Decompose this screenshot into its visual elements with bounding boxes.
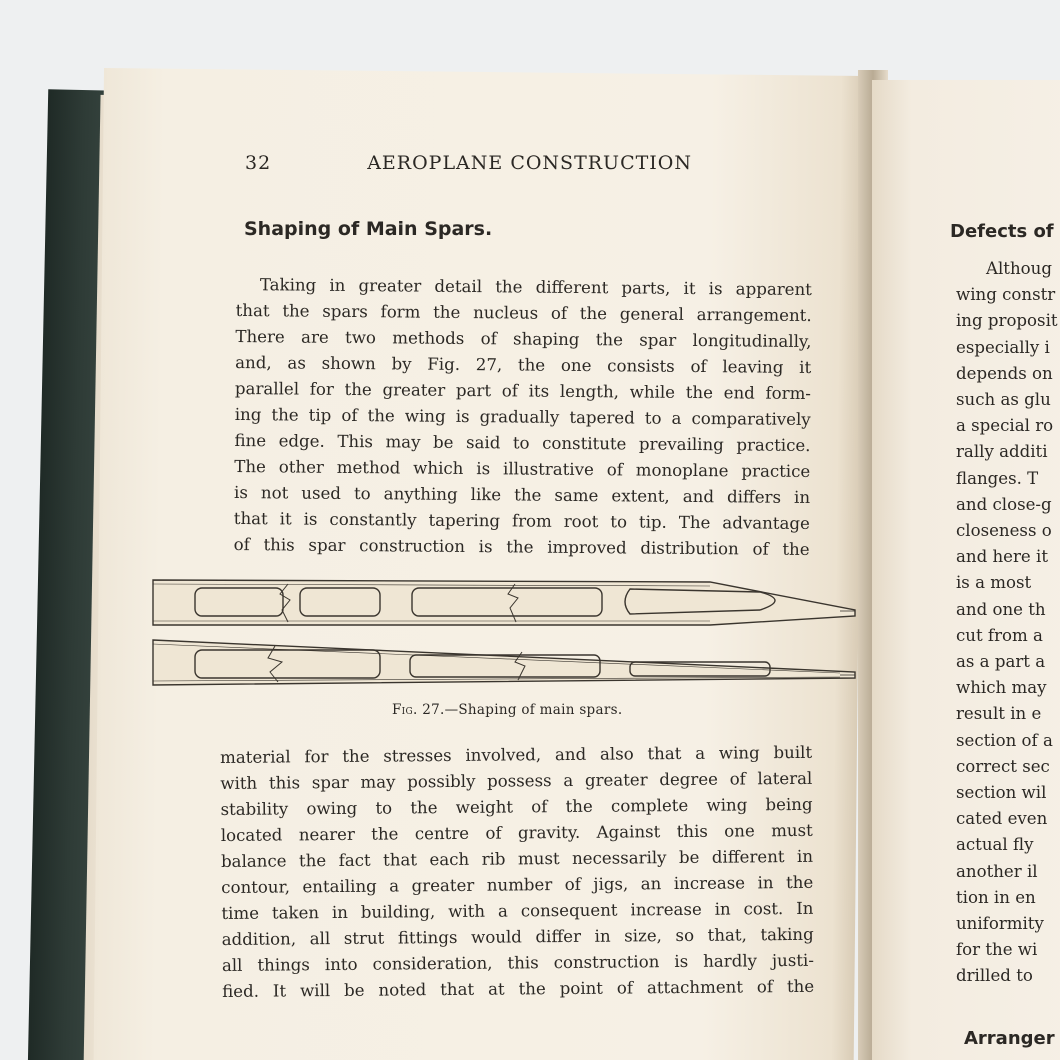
text-line: flanges. T [956, 468, 1039, 488]
text-line: a special ro [956, 416, 1054, 436]
text-line: all things into consideration, this construction is hardly justi- [221, 950, 814, 975]
text-line: contour, entailing a greater number of jigs, an increase in the [221, 872, 814, 897]
text-line: which may [956, 678, 1047, 698]
right-page-heading-bottom: Arranger [964, 1028, 1055, 1049]
text-line: ing the tip of the wing is gradually tapered to a comparatively [234, 404, 811, 430]
right-page-heading: Defects of [950, 221, 1054, 242]
text-line: and one th [956, 599, 1046, 619]
text-line: of this spar construction is the improved distribution of the [233, 534, 810, 560]
text-line: such as glu [956, 390, 1051, 410]
text-line: cated even [956, 809, 1048, 829]
text-line: section wil [956, 783, 1047, 803]
text-line: that it is constantly tapering from root to tip. The advantage [233, 508, 810, 534]
text-line: uniformity [956, 914, 1044, 934]
text-line: addition, all strut fittings would differ in size, so that, taking [221, 924, 814, 949]
figure-caption-text: —Shaping of main spars. [444, 702, 623, 718]
text-line: Taking in greater detail the different parts, it is apparent [259, 275, 812, 300]
text-line: especially i [956, 337, 1050, 357]
running-head [245, 152, 765, 174]
text-line: and here it [956, 547, 1048, 567]
text-line: with this spar may possibly possess a greater degree of lateral [220, 768, 813, 793]
text-line: ing proposit [956, 311, 1058, 331]
right-page-text [956, 256, 1058, 990]
text-line: Althoug [986, 259, 1052, 278]
text-line: material for the stresses involved, and also that a wing built [220, 742, 813, 767]
text-line: another il [956, 861, 1038, 881]
text-line: as a part a [956, 652, 1046, 672]
figure-caption-label: Fig. 27. [392, 702, 445, 718]
text-line: fied. It will be noted that at the point of attachment of the [222, 976, 815, 1001]
text-line: is not used to anything like the same extent, and differs in [233, 482, 811, 508]
spar-tapered-drawing [153, 640, 855, 685]
spar-figure [150, 570, 860, 690]
text-line: and, as shown by Fig. 27, the one consists of leaving it [235, 352, 812, 378]
text-line: time taken in building, with a consequent increase in cost. In [221, 898, 814, 923]
body-text-top [234, 272, 812, 563]
section-title: Shaping of Main Spars. [244, 218, 493, 240]
text-line: and close-g [956, 494, 1052, 514]
text-line: for the wi [956, 940, 1038, 960]
text-line: tion in en [956, 887, 1036, 907]
spar-parallel-drawing [153, 580, 855, 625]
book-title-header: AEROPLANE CONSTRUCTION [367, 152, 692, 174]
text-line: cut from a [956, 625, 1043, 645]
text-line: wing constr [956, 285, 1056, 305]
body-text-bottom [220, 740, 814, 1005]
text-line: balance the fact that each rib must necessarily be different in [220, 846, 814, 871]
text-line: that the spars form the nucleus of the general arrangement. [235, 300, 812, 326]
text-line: fine edge. This may be said to constitute prevailing practice. [234, 430, 811, 456]
text-line: located nearer the centre of gravity. Against this one must [220, 820, 813, 845]
text-line: closeness o [956, 521, 1052, 541]
text-line: drilled to [956, 966, 1033, 986]
text-line: The other method which is illustrative of monoplane practice [234, 456, 811, 482]
text-line: parallel for the greater part of its length, while the end form- [234, 378, 812, 404]
text-line: is a most [956, 573, 1032, 593]
figure-caption [392, 702, 622, 718]
text-line: correct sec [956, 756, 1050, 776]
page-number: 32 [245, 152, 272, 174]
text-line: There are two methods of shaping the spar longitudinally, [235, 326, 812, 352]
text-line: depends on [956, 363, 1053, 383]
text-line: stability owing to the weight of the complete wing being [220, 794, 813, 819]
text-line: result in e [956, 704, 1042, 724]
text-line: section of a [956, 730, 1053, 750]
text-line: actual fly [956, 835, 1034, 855]
text-line: rally additi [956, 442, 1048, 462]
